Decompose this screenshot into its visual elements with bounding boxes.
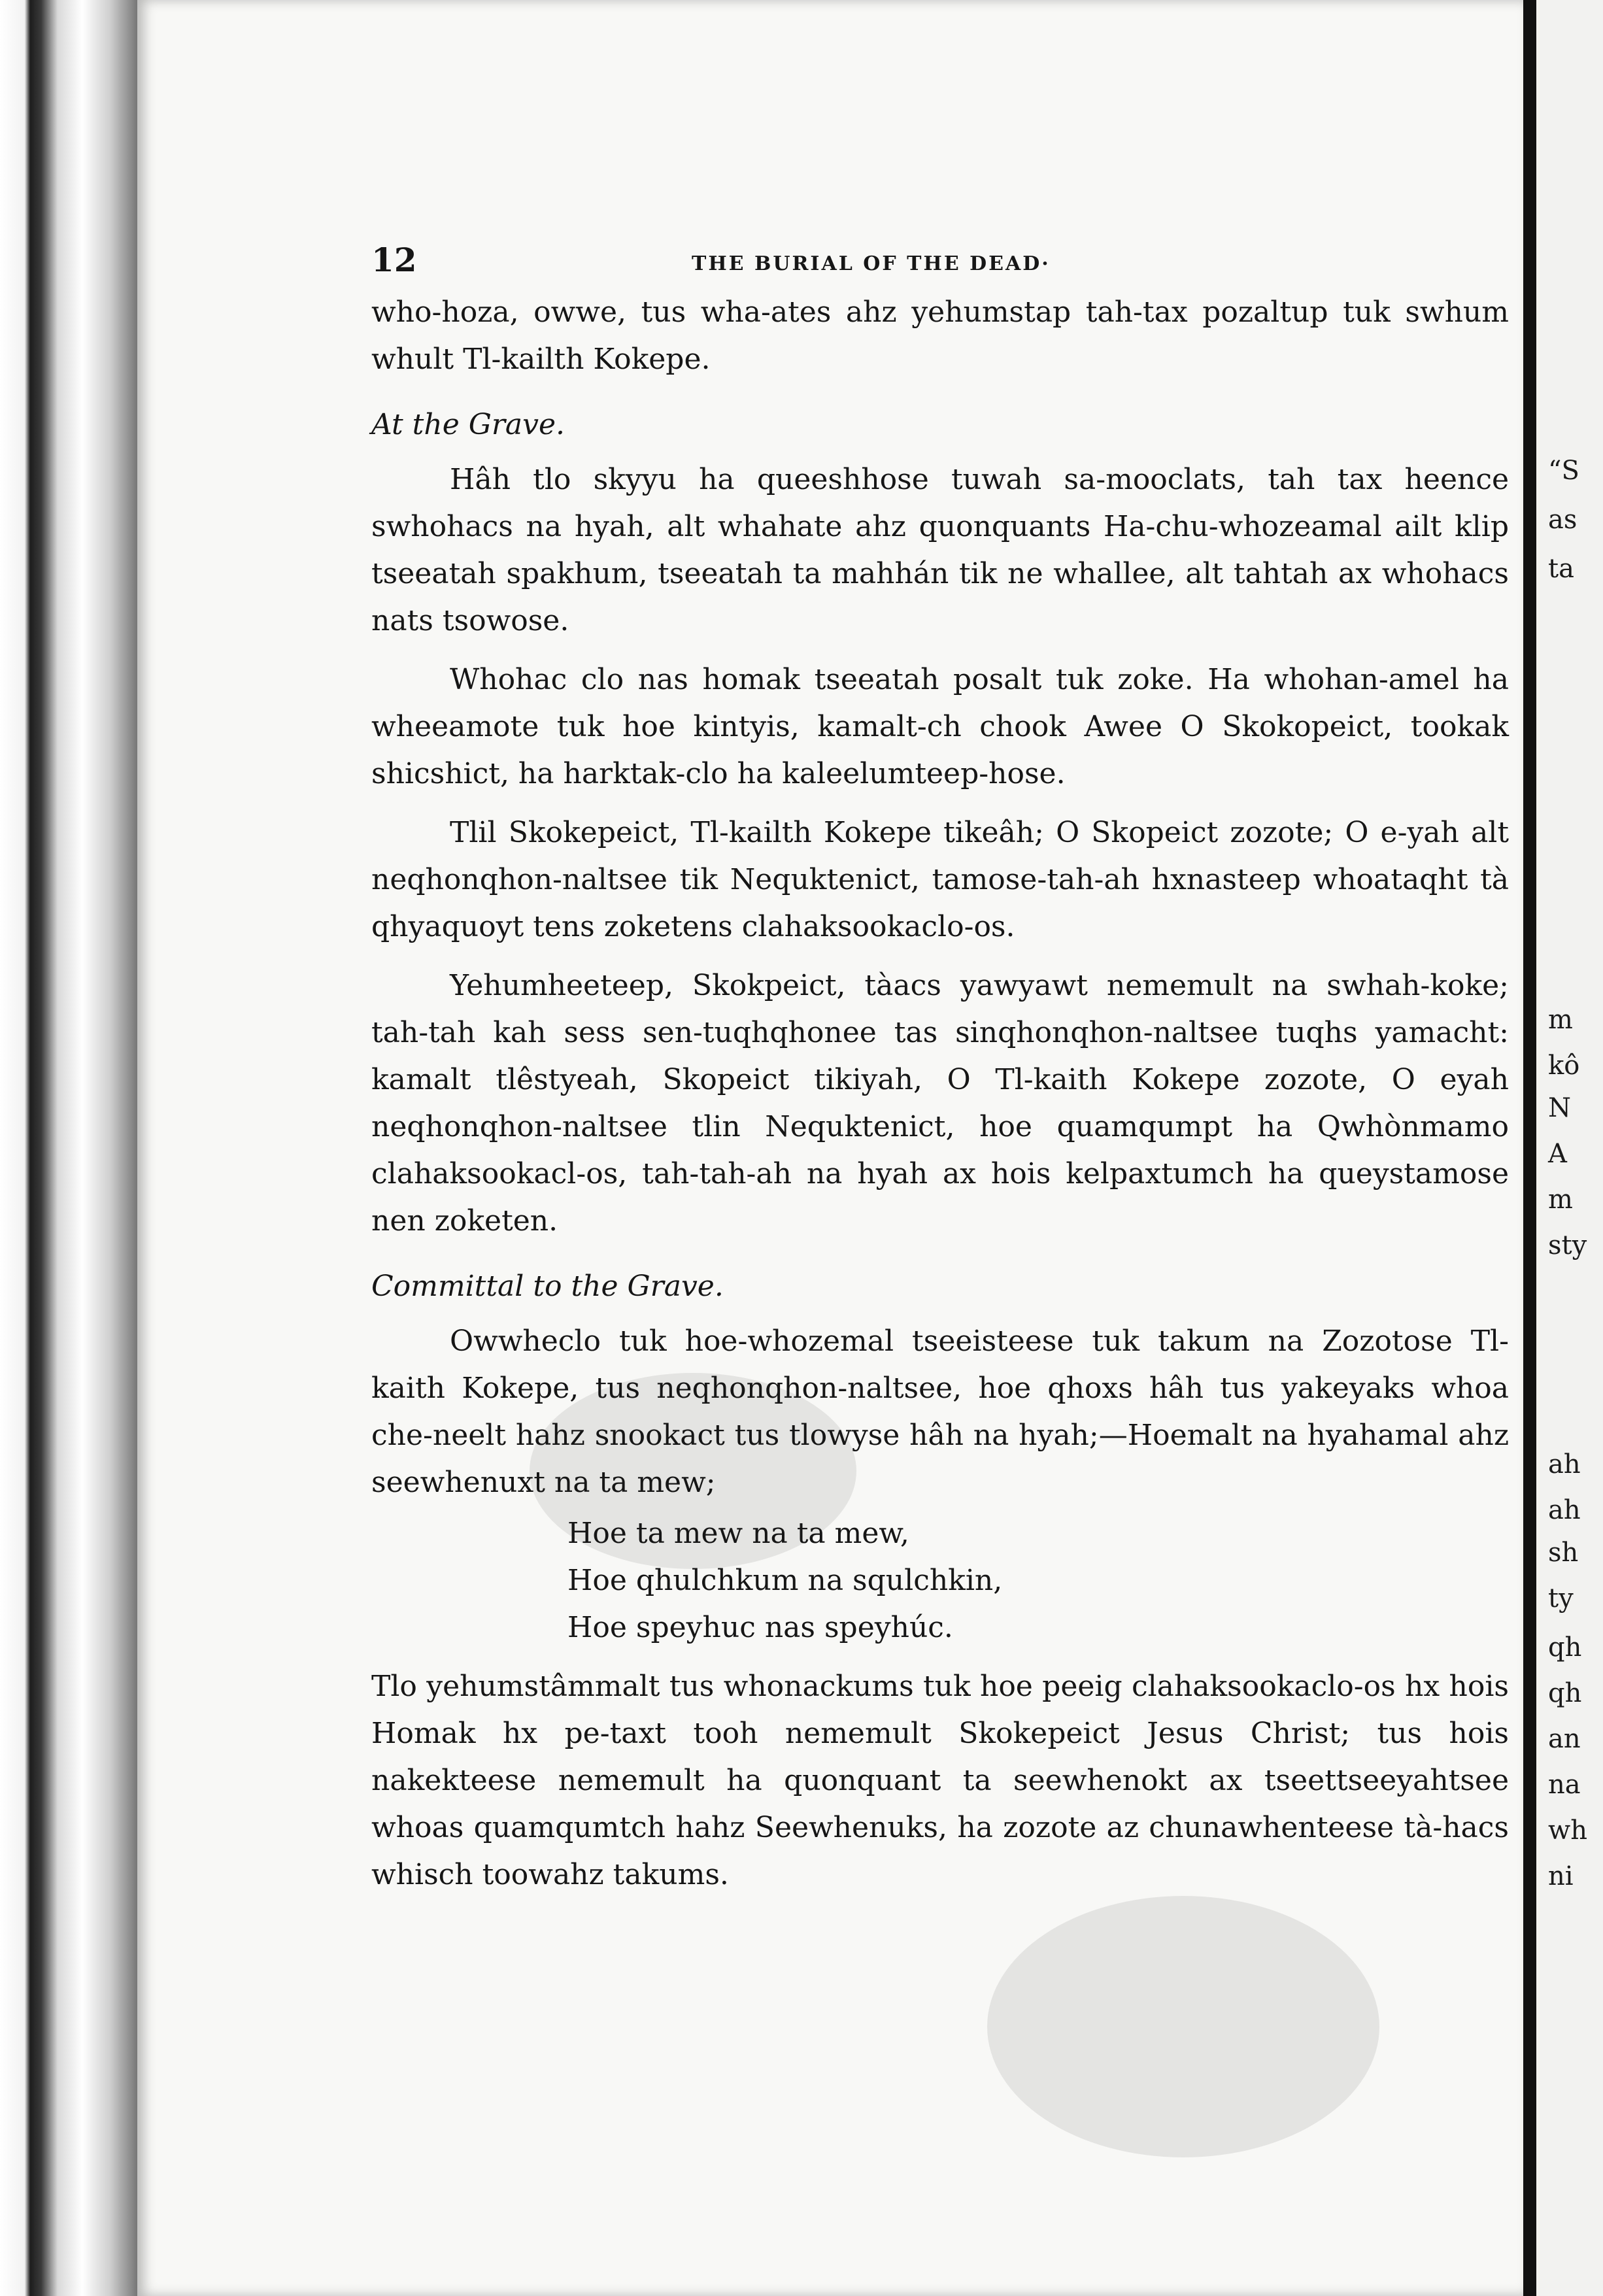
verse-line: Hoe qhulchkum na squlchkin, [567, 1564, 1003, 1597]
book-binding-edge [0, 0, 137, 2296]
page-header [371, 241, 1509, 286]
verse-line: Hoe ta mew na ta mew, [567, 1517, 909, 1550]
facing-page-fragment: qh [1548, 1678, 1582, 1708]
book-gutter [1523, 0, 1536, 2296]
facing-page-fragment: as [1548, 505, 1578, 535]
running-head: THE BURIAL OF THE DEAD· [692, 252, 1051, 275]
facing-page-fragment: qh [1548, 1632, 1582, 1663]
facing-page-fragment: kô [1548, 1051, 1580, 1081]
facing-page-fragment: wh [1548, 1815, 1587, 1846]
facing-page-fragment: an [1548, 1724, 1581, 1754]
paragraph: Hâh tlo skyyu ha queeshhose tuwah sa-mooclats, tah tax heence swhohacs na hyah, alt whahate ahz quonquants Ha-chu-whozeamal ailt klip tseeatah spakhum, tseeatah ta mahhán tik ne whallee, alt tahtah ax whohacs nats tsowose. [371, 463, 1509, 637]
section-heading-committal: Committal to the Grave. [371, 1270, 724, 1303]
facing-page-fragment: ah [1548, 1495, 1581, 1525]
paragraph: Owwheclo tuk hoe-whozemal tseeisteese tuk takum na Zozotose Tl-kaith Kokepe, tus neqhonqhon-naltsee, hoe qhoxs hâh tus yakeyaks whoa che-neelt hahz snookact tus tlowyse hâh na hyah;—Hoemalt na hyahamal ahz seewhenuxt na ta mew; [371, 1325, 1509, 1499]
facing-page-fragment: na [1548, 1770, 1581, 1800]
facing-page-fragment: sty [1548, 1230, 1587, 1260]
facing-page-fragment: N [1548, 1093, 1571, 1123]
section-heading-at-the-grave: At the Grave. [371, 408, 565, 441]
paragraph: Tlo yehumstâmmalt tus whonackums tuk hoe peeig clahaksookaclo-os hx hois Homak hx pe-taxt tooh nememult Skokepeict Jesus Christ; tus hois nakekteese nememult ha quonquant ta seewhenokt ax tseettseeyahtsee whoas quamqumtch hahz Seewhenuks, ha zozote az chunawhenteese tà-hacs whisch toowahz takums. [371, 1670, 1509, 1891]
verse-block [567, 1510, 1509, 1651]
verse-line: Hoe speyhuc nas speyhúc. [567, 1611, 953, 1644]
body-text [371, 289, 1509, 1899]
intro-paragraph: who-hoza, owwe, tus wha-ates ahz yehumstap tah-tax pozaltup tuk swhum whult Tl-kailth Kokepe. [371, 295, 1509, 376]
page-stain [987, 1896, 1379, 2157]
facing-page-fragment: “S [1548, 456, 1579, 486]
facing-page-fragment: A [1548, 1139, 1567, 1169]
facing-page-fragment: sh [1548, 1538, 1579, 1568]
facing-page-fragment: m [1548, 1185, 1573, 1215]
facing-page-fragment: ta [1548, 554, 1574, 584]
facing-page-fragment: m [1548, 1005, 1573, 1035]
paragraph: Yehumheeteep, Skokpeict, tàacs yawyawt nememult na swhah-koke; tah-tah kah sess sen-tuqhqhonee tas sinqhonqhon-naltsee tuqhs yamacht: kamalt tlêstyeah, Skopeict tikiyah, O Tl-kaith Kokepe zozote, O eyah neqhonqhon-naltsee tlin Nequktenict, hoe quamqumpt ha Qwhònmamo clahaksookacl-os, tah-tah-ah na hyah ax hois kelpaxtumch ha queystamose nen zoketen. [371, 969, 1509, 1238]
facing-page-edge [1536, 0, 1603, 2296]
facing-page-fragment: ty [1548, 1583, 1574, 1613]
paragraph: Whohac clo nas homak tseeatah posalt tuk zoke. Ha whohan-amel ha wheeamote tuk hoe kintyis, kamalt-ch chook Awee O Skokopeict, tookak shicshict, ha harktak-clo ha kaleelumteep-hose. [371, 663, 1509, 790]
page-number: 12 [371, 241, 417, 279]
facing-page-fragment: ah [1548, 1449, 1581, 1479]
paragraph: Tlil Skokepeict, Tl-kailth Kokepe tikeâh; O Skopeict zozote; O e-yah alt neqhonqhon-naltsee tik Nequktenict, tamose-tah-ah hxnasteep whoataqht tà qhyaquoyt tens zoketens clahaksookaclo-os. [371, 816, 1509, 943]
facing-page-fragment: ni [1548, 1861, 1574, 1891]
